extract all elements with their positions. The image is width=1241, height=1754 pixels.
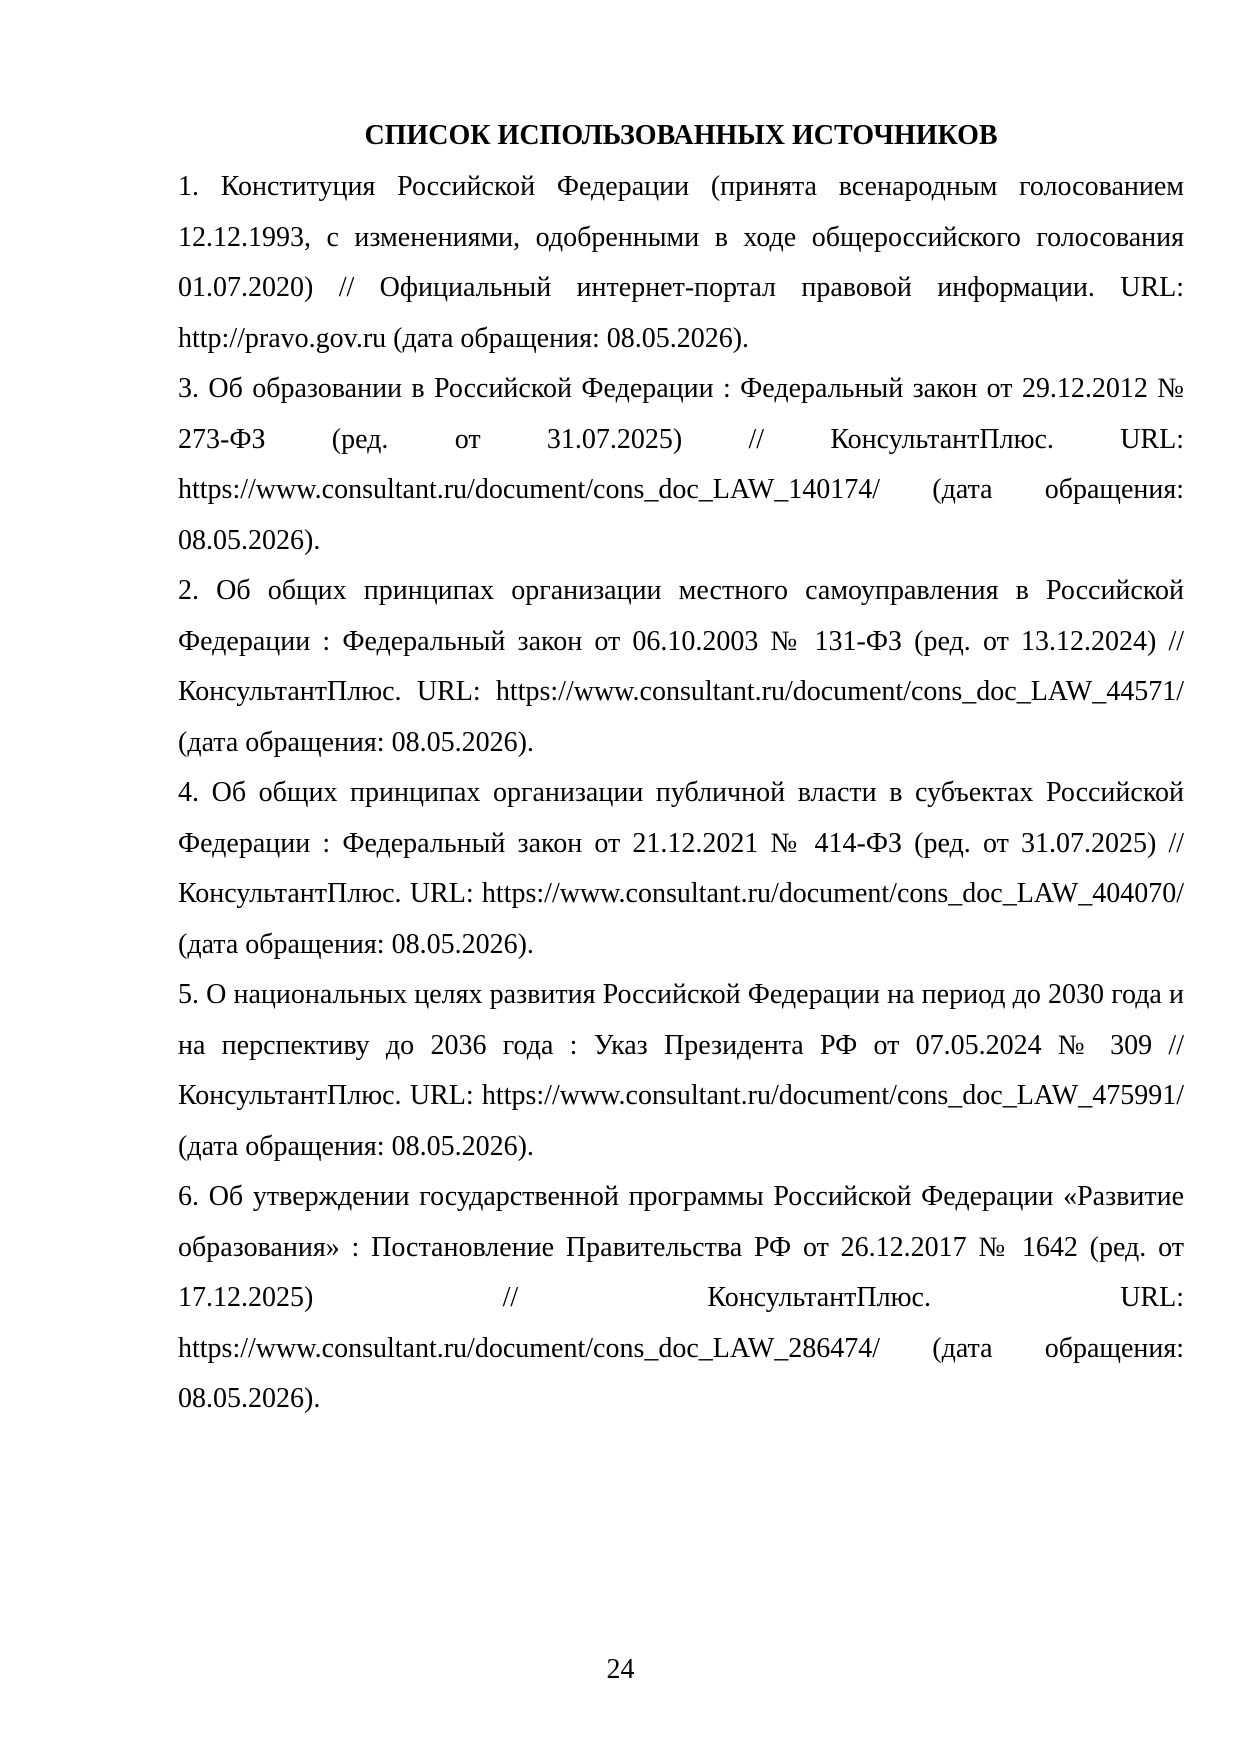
reference-item: 4. Об общих принципах организации публичной власти в субъектах Российской Федерации : Федеральный закон от 21.12.2021 № 414-ФЗ (ред. от 31.07.2025) // КонсультантПлюс. URL: https://www.consultant.ru/document/cons_doc_LAW_404070/ (дата обращения: 08.05.2026). [178,777,1184,960]
page-content [178,116,1184,1425]
page-number: 24 [606,1654,635,1685]
reference-item: 6. Об утверждении государственной программы Российской Федерации «Развитие образования» : Постановление Правительства РФ от 26.12.2017 № 1642 (ред. от 17.12.2025) // КонсультантПлюс. URL: https://www.consultant.ru/document/cons_doc_LAW_286474/ (дата обращения: 08.05.2026). [178,1181,1184,1414]
reference-item: 3. Об образовании в Российской Федерации : Федеральный закон от 29.12.2012 № 273-ФЗ (ред. от 31.07.2025) // КонсультантПлюс. URL: https://www.consultant.ru/document/cons_doc_LAW_140174/ (дата обращения: 08.05.2026). [178,373,1184,556]
reference-item: 5. О национальных целях развития Российской Федерации на период до 2030 года и на перспективу до 2036 года : Указ Президента РФ от 07.05.2024 № 309 // КонсультантПлюс. URL: https://www.consultant.ru/document/cons_doc_LAW_475991/ (дата обращения: 08.05.2026). [178,979,1184,1162]
reference-item: 1. Конституция Российской Федерации (принята всенародным голосованием 12.12.1993, с изменениями, одобренными в ходе общероссийского голосования 01.07.2020) // Официальный интернет-портал правовой информации. URL: http://pravo.gov.ru (дата обращения: 08.05.2026). [178,171,1184,354]
reference-item: 2. Об общих принципах организации местного самоуправления в Российской Федерации : Федеральный закон от 06.10.2003 № 131-ФЗ (ред. от 13.12.2024) // КонсультантПлюс. URL: https://www.consultant.ru/document/cons_doc_LAW_44571/ (дата обращения: 08.05.2026). [178,575,1184,758]
page-title: СПИСОК ИСПОЛЬЗОВАННЫХ ИСТОЧНИКОВ [364,120,998,151]
